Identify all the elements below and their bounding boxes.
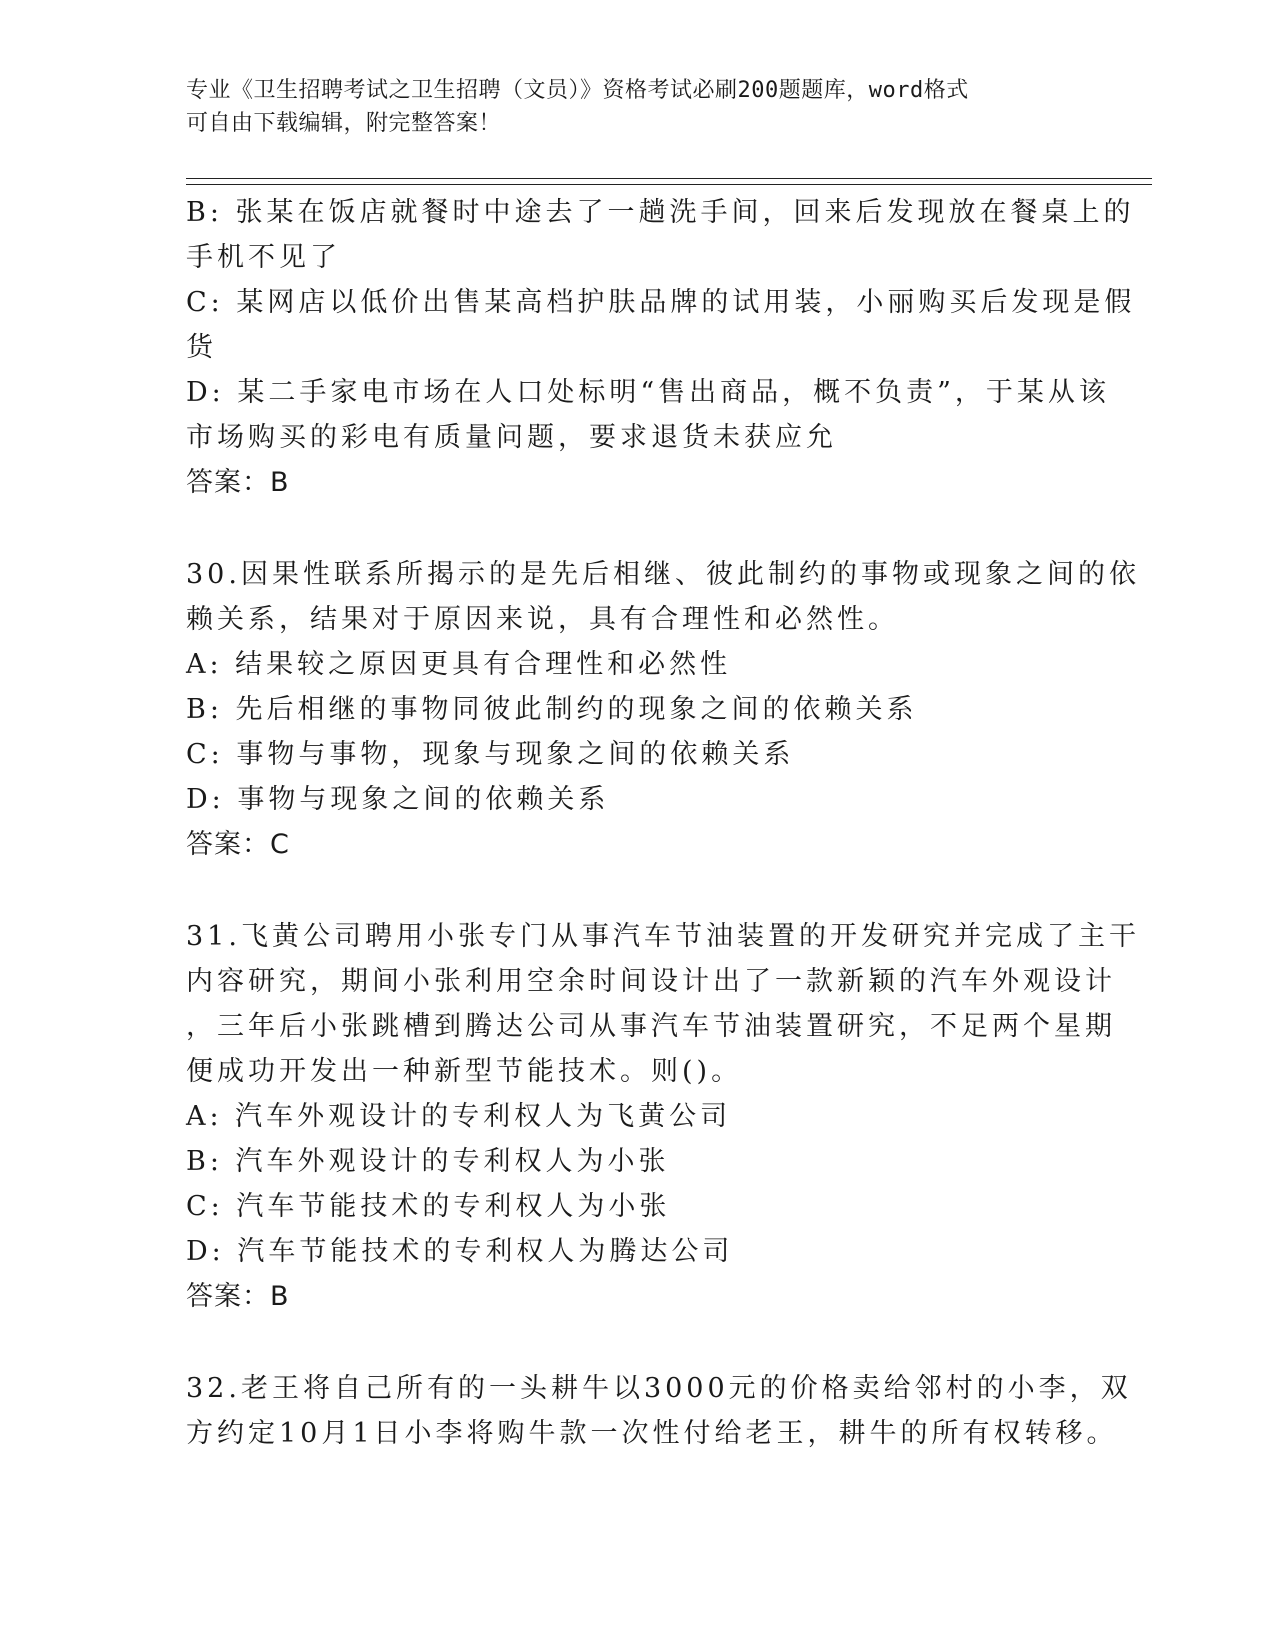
option-a: A: 汽车外观设计的专利权人为飞黄公司: [186, 1101, 732, 1132]
option-c: C: 汽车节能技术的专利权人为小张: [186, 1191, 671, 1222]
option-c-line-2: 货: [186, 332, 217, 363]
question-stem-line-1: 31.飞黄公司聘用小张专门从事汽车节油装置的开发研究并完成了主干: [186, 921, 1140, 952]
option-d: D: 汽车节能技术的专利权人为腾达公司: [186, 1236, 734, 1267]
question-list: [186, 190, 1140, 1456]
question-stem-line-3: ，三年后小张跳槽到腾达公司从事汽车节油装置研究，不足两个星期: [186, 1011, 1116, 1042]
option-b: B: 先后相继的事物同彼此制约的现象之间的依赖关系: [186, 694, 918, 725]
option-d-line-2: 市场购买的彩电有质量问题，要求退货未获应允: [186, 422, 837, 453]
header-divider-bottom: [186, 184, 1152, 185]
option-d: D: 事物与现象之间的依赖关系: [186, 784, 610, 815]
answer: 答案：C: [186, 829, 290, 860]
header-title-line-1: 专业《卫生招聘考试之卫生招聘（文员）》资格考试必刷200题题库，word格式: [186, 78, 969, 103]
spacer: [186, 505, 1066, 552]
header-divider-top: [186, 178, 1152, 179]
option-b-line-1: B: 张某在饭店就餐时中途去了一趟洗手间，回来后发现放在餐桌上的: [186, 197, 1135, 228]
option-b: B: 汽车外观设计的专利权人为小张: [186, 1146, 670, 1177]
question-stem-line-1: 32.老王将自己所有的一头耕牛以3000元的价格卖给邻村的小李，双: [186, 1373, 1132, 1404]
answer: 答案：B: [186, 467, 290, 498]
option-d-line-1: D: 某二手家电市场在人口处标明“售出商品，概不负责”，于某从该: [186, 377, 1110, 408]
question-stem-line-2: 方约定10月1日小李将购牛款一次性付给老王，耕牛的所有权转移。: [186, 1418, 1118, 1449]
question-stem-line-2: 赖关系，结果对于原因来说，具有合理性和必然性。: [186, 604, 899, 635]
option-c-line-1: C: 某网店以低价出售某高档护肤品牌的试用装，小丽购买后发现是假: [186, 287, 1136, 318]
option-c: C: 事物与事物，现象与现象之间的依赖关系: [186, 739, 795, 770]
option-b-line-2: 手机不见了: [186, 242, 341, 273]
document-header: [186, 74, 1086, 140]
question-31: [186, 914, 1140, 1319]
question-stem-line-2: 内容研究，期间小张利用空余时间设计出了一款新颖的汽车外观设计: [186, 966, 1116, 997]
header-title-line-2: 可自由下载编辑，附完整答案！: [186, 111, 502, 136]
question-32: [186, 1366, 1132, 1456]
spacer: [186, 867, 1066, 914]
question-stem-line-1: 30.因果性联系所揭示的是先后相继、彼此制约的事物或现象之间的依: [186, 559, 1140, 590]
spacer: [186, 1319, 1066, 1366]
option-a: A: 结果较之原因更具有合理性和必然性: [186, 649, 732, 680]
question-29-continued: [186, 190, 1136, 505]
answer: 答案：B: [186, 1281, 290, 1312]
question-stem-line-4: 便成功开发出一种新型节能技术。则()。: [186, 1056, 743, 1087]
question-30: [186, 552, 1140, 867]
